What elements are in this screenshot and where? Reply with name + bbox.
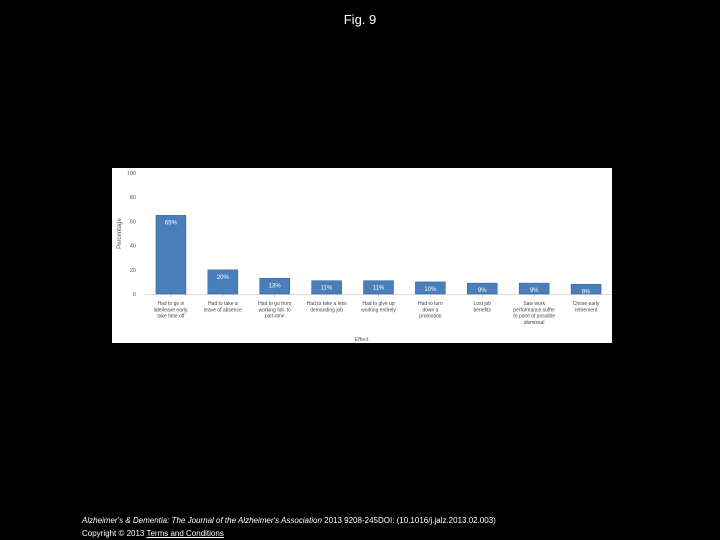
figure-title: Fig. 9 [343,12,377,27]
x-axis-label: Effect [354,337,369,343]
y-tick-label: 80 [129,195,136,202]
y-tick-label: 0 [132,292,136,298]
y-tick-label: 100 [126,171,136,177]
bar-value-label: 9% [529,288,539,295]
bar-value-label: 11% [372,285,385,292]
bar-chart [112,168,612,343]
citation-doi: 2013 9208-245DOI: (10.1016/j.jalz.2013.02.003) [324,516,496,525]
bar-value-label: 8% [581,289,591,296]
copyright-line [82,527,496,540]
bar-chart-panel [112,168,612,343]
bar-value-label: 20% [216,274,229,281]
footer [82,514,496,540]
journal-name: Alzheimer's & Dementia: The Journal of the Alzheimer's Association [82,516,322,525]
bar [208,270,238,294]
y-tick-label: 20 [129,267,136,274]
x-tick-label: Had to go from working full- to part-time [258,301,292,320]
y-tick-label: 60 [129,219,136,226]
bar-value-label: 65% [164,220,177,227]
x-tick-label: Lost job benefits [473,301,492,314]
x-tick-label: Saw work performance suffer to point of possible dismissal [513,301,556,326]
citation-line [82,514,496,527]
bar-value-label: 9% [477,288,487,295]
terms-and-conditions-link[interactable]: Terms and Conditions [146,529,224,538]
y-axis-label: Percentage [117,218,123,249]
x-tick-label: Had to take a leave of absence [203,301,242,314]
x-tick-label: Had to turn down a promotion [418,301,443,320]
y-tick-label: 40 [129,243,136,250]
copyright-text: Copyright © 2013 [82,529,145,538]
x-tick-label: Chose early retirement [572,301,600,314]
bar-value-label: 11% [320,285,333,292]
x-tick-label: Had to give up working entirely [361,301,396,314]
x-tick-label: Had to take a less demanding job [306,301,347,314]
bar-value-label: 10% [424,286,437,293]
bar [156,215,186,294]
bar-value-label: 13% [268,283,281,290]
x-tick-label: Had to go in late/leave early, take time off [153,301,189,320]
